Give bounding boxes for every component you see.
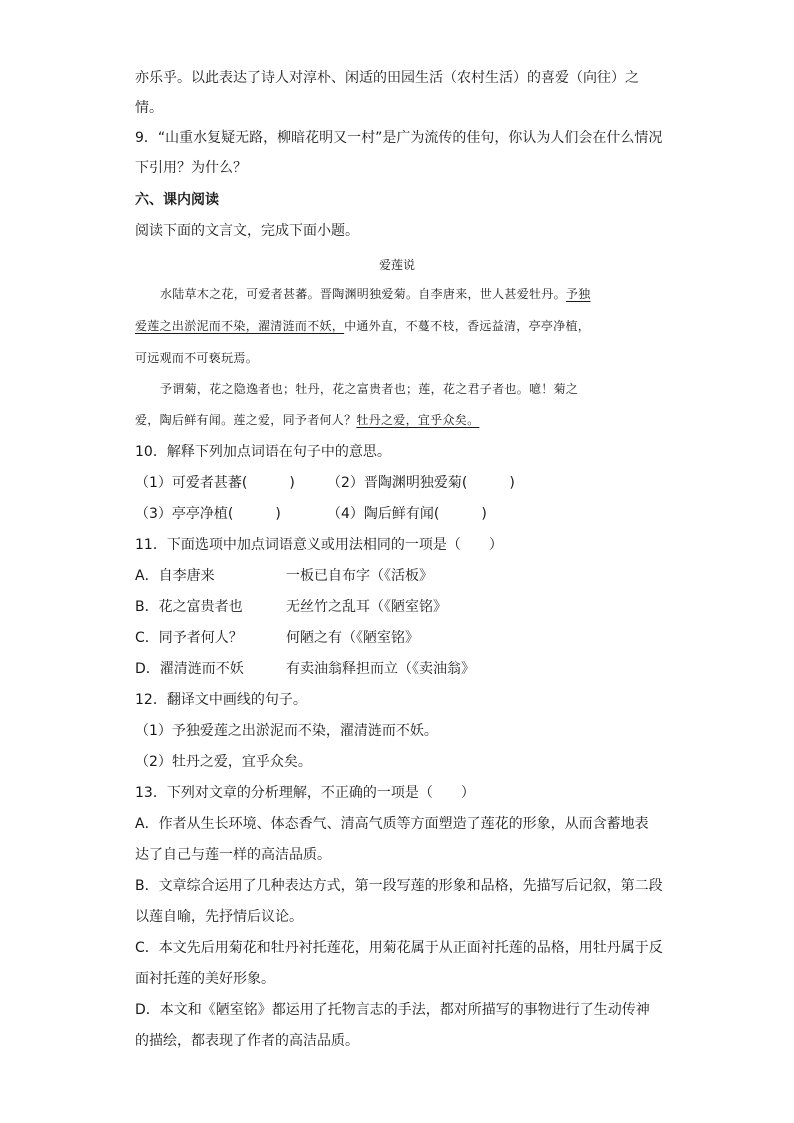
reading-instruction: 阅读下面的文言文，完成下面小题。 — [135, 223, 359, 239]
underlined-sentence: 予独 — [565, 287, 591, 301]
q11-stem: 11．下面选项中加点词语意义或用法相同的一项是（ ） — [135, 537, 503, 553]
q13-stem: 13．下列对文章的分析理解，不正确的一项是（ ） — [135, 785, 475, 801]
q11-option-a: A．自李唐来 — [135, 568, 215, 584]
passage-p1-line-3: 可远观而不可亵玩焉。 — [135, 351, 259, 365]
q13-option-a-line-1: A．作者从生长环境、体态香气、清高气质等方面塑造了莲花的形象，从而含蓄地表 — [135, 816, 649, 832]
q12-item-1: （1）予独爱莲之出淤泥而不染，濯清涟而不妖。 — [135, 723, 438, 739]
q11-option-d: D．濯清涟而不妖 — [135, 661, 244, 677]
q12-item-2: （2）牡丹之爱，宜乎众矣。 — [135, 754, 312, 770]
q12-stem: 12．翻译文中画线的句子。 — [135, 692, 307, 708]
q11-option-a-ref: 一板已自布字（《活板》 — [286, 568, 433, 584]
passage-p2-line-1: 予谓菊，花之隐逸者也；牡丹，花之富贵者也；莲，花之君子者也。噫！菊之 — [160, 382, 579, 396]
intro-line-2: 情。 — [135, 100, 163, 116]
q10-item-2: （2）晋陶渊明独爱菊( ) — [327, 475, 515, 491]
passage-title: 爱莲说 — [378, 258, 415, 272]
q13-option-b-line-1: B．文章综合运用了几种表达方式，第一段写莲的形象和品格，先描写后记叙，第二段 — [135, 878, 663, 894]
q13-option-b-line-2: 以莲自喻，先抒情后议论。 — [135, 909, 303, 925]
passage-text: 水陆草木之花，可爱者甚蕃。晋陶渊明独爱菊。自李唐来，世人甚爱牡丹。 — [160, 287, 566, 301]
q13-option-d-line-1: D．本文和《陋室铭》都运用了托物言志的手法，都对所描写的事物进行了生动传神 — [135, 1002, 650, 1018]
q11-option-c-ref: 何陋之有（《陋室铭》 — [286, 630, 419, 646]
q11-option-b: B．花之富贵者也 — [135, 599, 243, 615]
underlined-sentence: 爱莲之出淤泥而不染，濯清涟而不妖， — [135, 319, 345, 333]
q9-line-1: 9．“山重水复疑无路，柳暗花明又一村”是广为流传的佳句，你认为人们会在什么情况 — [135, 130, 663, 146]
q9-line-2: 下引用？为什么？ — [135, 160, 247, 176]
passage-p1-line-1 — [160, 285, 591, 303]
q13-option-d-line-2: 的描绘，都表现了作者的高洁品质。 — [135, 1033, 359, 1049]
q10-item-3: （3）亭亭净植( ) — [135, 506, 281, 522]
q13-option-c-line-1: C．本文先后用菊花和牡丹衬托莲花，用菊花属于从正面衬托莲的品格，用牡丹属于反 — [135, 940, 663, 956]
q13-option-c-line-2: 面衬托莲的美好形象。 — [135, 971, 275, 987]
section-heading: 六、课内阅读 — [135, 192, 219, 208]
q10-item-1: （1）可爱者甚蕃( ) — [135, 475, 295, 491]
q10-item-4: （4）陶后鲜有闻( ) — [327, 506, 487, 522]
passage-text: 爱，陶后鲜有闻。莲之爱，同予者何人？ — [135, 413, 357, 427]
q11-option-b-ref: 无丝竹之乱耳（《陋室铭》 — [286, 599, 447, 615]
passage-text: 中通外直，不蔓不枝，香远益清，亭亭净植， — [344, 319, 591, 333]
passage-p1-line-2 — [135, 317, 590, 335]
q11-option-c: C．同予者何人？ — [135, 630, 243, 646]
q11-option-d-ref: 有卖油翁释担而立（《卖油翁》 — [286, 661, 475, 677]
passage-p2-line-2 — [135, 411, 479, 429]
intro-line-1: 亦乐乎。以此表达了诗人对淳朴、闲适的田园生活（农村生活）的喜爱（向往）之 — [135, 70, 639, 86]
q10-stem: 10．解释下列加点词语在句子中的意思。 — [135, 444, 391, 460]
q13-option-a-line-2: 达了自己与莲一样的高洁品质。 — [135, 847, 331, 863]
underlined-sentence: 牡丹之爱，宜乎众矣。 — [356, 413, 480, 427]
